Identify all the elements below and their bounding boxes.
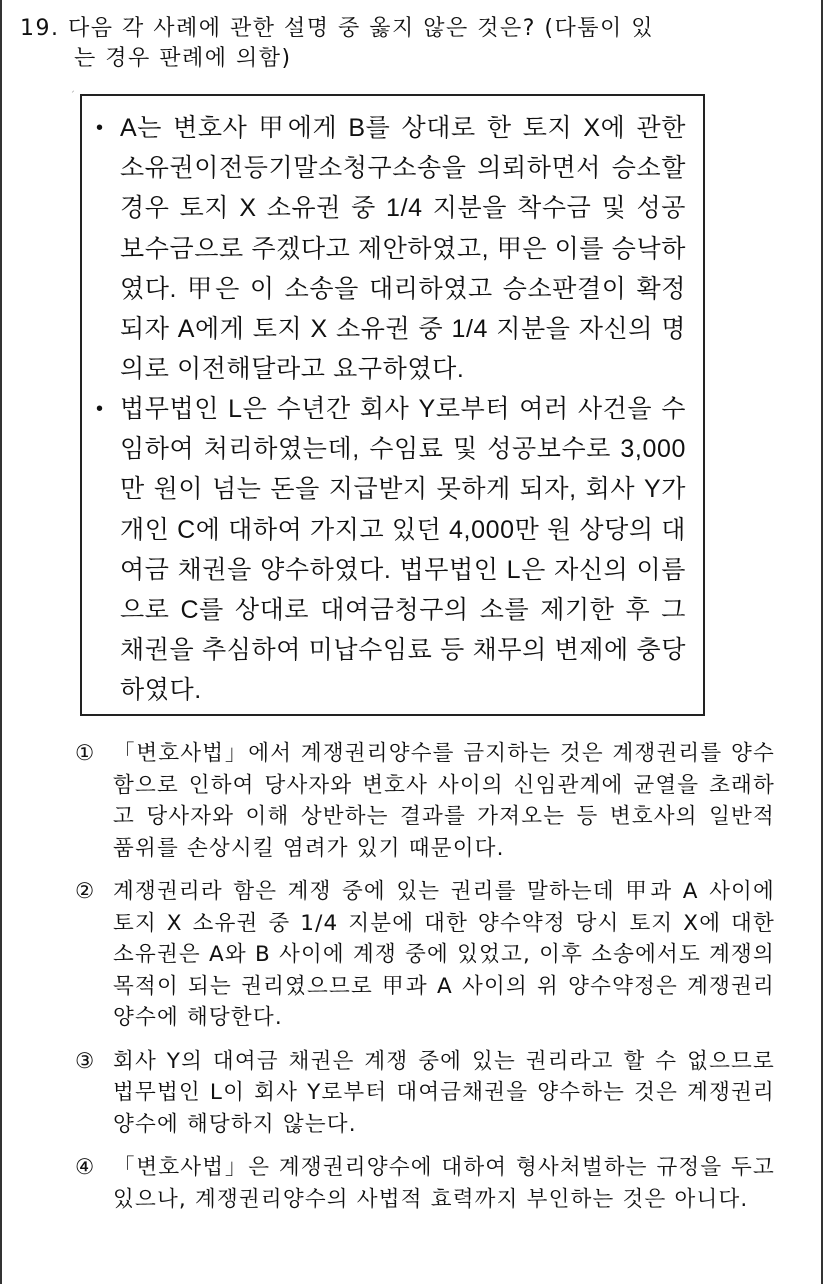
case-item-2 [96,389,686,711]
bullet-icon: • [96,398,104,420]
question-text-line2: 는 경우 판례에 의함) [74,46,292,71]
case-item-1 [96,108,686,389]
bullet-icon: • [96,117,104,139]
choice-4[interactable] [75,1152,775,1215]
question-number: 19. [20,16,60,41]
choice-number: ④ [75,1155,96,1180]
choice-number: ③ [75,1048,96,1074]
answer-choices [75,738,775,1227]
case-text: A는 변호사 甲에게 B를 상대로 한 토지 X에 관한 소유권이전등기말소청구소송을 의뢰하면서 승소할 경우 토지 X 소유권 중 1/4 지분을 착수금 및 성공보수금으로 주겠다고 제안하였고, 甲은 이를 승낙하였다. 甲은 이 소송을 대리하였고 승소판결이 확정되자 A에게 토지 X 소유권 중 1/4 지분을 자신의 명의로 이전해달라고 요구하였다. [120,114,686,384]
case-text: 법무법인 L은 수년간 회사 Y로부터 여러 사건을 수임하여 처리하였는데, 수임료 및 성공보수로 3,000만 원이 넘는 돈을 지급받지 못하게 되자, 회사 Y가 개인 C에 대하여 가지고 있던 4,000만 원 상당의 대여금 채권을 양수하였다. 법무법인 L은 자신의 이름으로 C를 상대로 대여금청구의 소를 제기한 후 그 채권을 추심하여 미납수임료 등 채무의 변제에 충당하였다. [120,395,686,705]
choice-number: ② [75,879,96,904]
choice-text: 「변호사법」은 계쟁권리양수에 대하여 형사처벌하는 규정을 두고 있으나, 계쟁권리양수의 사법적 효력까지 부인하는 것은 아니다. [113,1155,775,1212]
choice-text: 계쟁권리라 함은 계쟁 중에 있는 권리를 말하는데 甲과 A 사이에 토지 X 소유권 중 1/4 지분에 대한 양수약정 당시 토지 X에 대한 소유권은 A와 B 사이에 계쟁 중에 있었고, 이후 소송에서도 계쟁의 목적이 되는 권리였으므로 甲과 A 사이의 위 양수약정은 계쟁권리양수에 해당한다. [113,879,775,1030]
choice-1[interactable] [75,738,775,864]
stray-tick-mark: ˏ [70,82,75,93]
choice-3[interactable] [75,1046,775,1141]
choice-text: 회사 Y의 대여금 채권은 계쟁 중에 있는 권리라고 할 수 없으므로 법무법인 L이 회사 Y로부터 대여금채권을 양수하는 것은 계쟁권리양수에 해당하지 않는다. [113,1048,775,1137]
question-stem [20,14,800,74]
choice-number: ① [75,741,96,766]
choice-text: 「변호사법」에서 계쟁권리양수를 금지하는 것은 계쟁권리를 양수함으로 인하여 당사자와 변호사 사이의 신임관계에 균열을 초래하고 당사자와 이해 상반하는 결과를 가져오는 등 변호사의 일반적 품위를 손상시킬 염려가 있기 때문이다. [113,741,775,861]
question-text-line1: 다음 각 사례에 관한 설명 중 옳지 않은 것은? (다툼이 있 [68,16,654,41]
choice-2[interactable] [75,876,775,1034]
case-box [80,94,705,716]
